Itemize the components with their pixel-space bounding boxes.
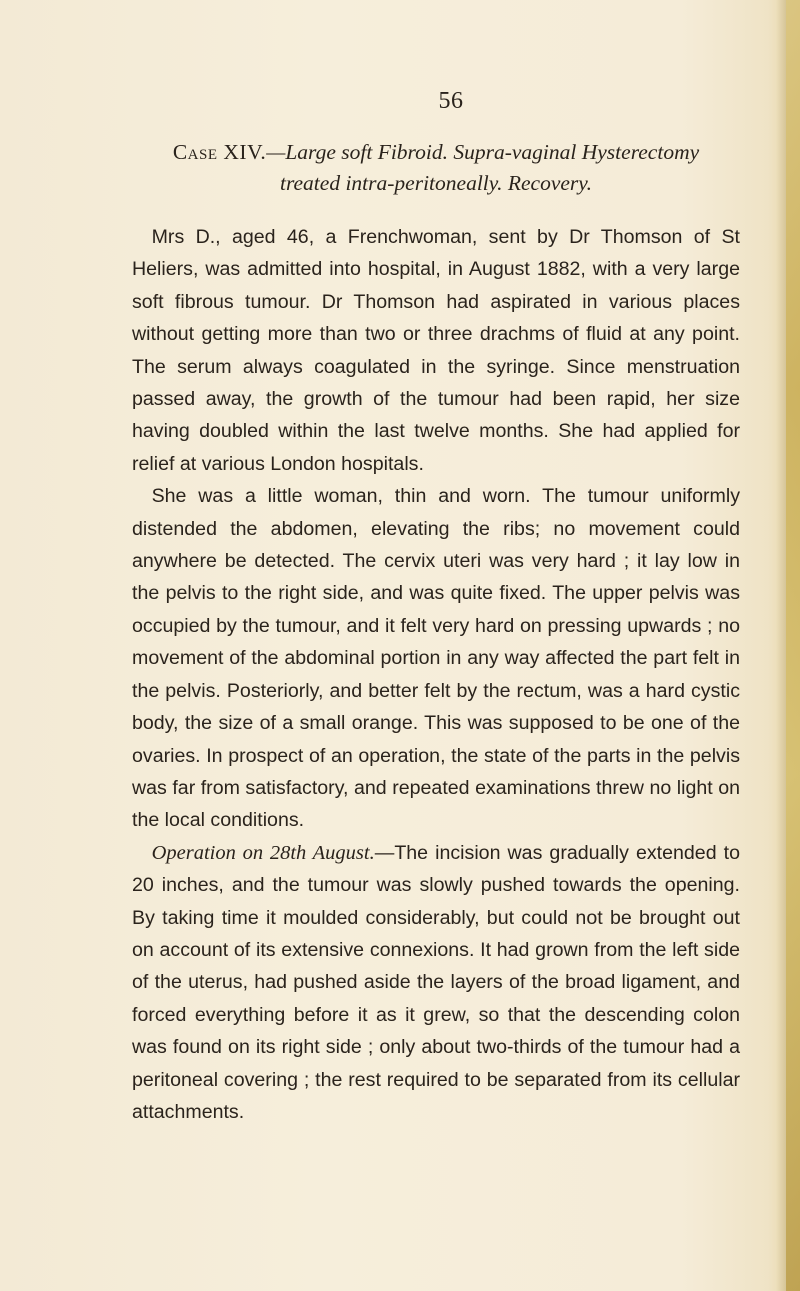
case-title-line-1: —Large soft Fibroid. Supra-vaginal Hysterectomy [266,140,700,164]
page-edge-shadow [776,0,786,1291]
text-block [132,88,740,1128]
paragraph-examination: She was a little woman, thin and worn. The tumour uniformly distended the abdomen, elevating the ribs; no movement could anywhere be detected. The cervix uteri was very hard ; it lay low in the pelvis to the right side, and was quite fixed. The upper pelvis was occupied by the tumour, and it felt very hard on pressing upwards ; no movement of the abdominal portion in any way affected the part felt in the pelvis. Posteriorly, and better felt by the rectum, was a hard cystic body, the size of a small orange. This was supposed to be one of the ovaries. In prospect of an operation, the state of the parts in the pelvis was far from satisfactory, and repeated examinations threw no light on the local conditions. [132,485,740,832]
case-title-line-2: treated intra-peritoneally. Recovery. [279,171,593,195]
paragraph-operation [132,837,740,1129]
operation-lead: Operation on 28th August. [151,841,375,864]
paragraph-history: Mrs D., aged 46, a Frenchwoman, sent by Dr Thomson of St Heliers, was admitted into hospital, in August 1882, with a very large soft fibrous tumour. Dr Thomson had aspirated in various places without getting more than two or three drachms of fluid at any point. The serum always coagulated in the syringe. Since menstruation passed away, the growth of the tumour had been rapid, her size having doubled within the last twelve months. She had applied for relief at various London hospitals. [132,226,740,475]
case-label: Case XIV. [172,140,267,164]
page-number: 56 [438,88,464,114]
case-heading [132,137,740,199]
page-edge [786,0,800,1291]
operation-body: —The incision was gradually extended to 20 inches, and the tumour was slowly pushed towards the opening. By taking time it moulded considerably, but could not be brought out on account of its extensive connexions. It had grown from the left side of the uterus, had pushed aside the layers of the broad ligament, and forced everything before it as it grew, so that the descending colon was found on its right side ; only about two-thirds of the tumour had a peritoneal covering ; the rest required to be separated from its cellular attachments. [132,841,740,1123]
